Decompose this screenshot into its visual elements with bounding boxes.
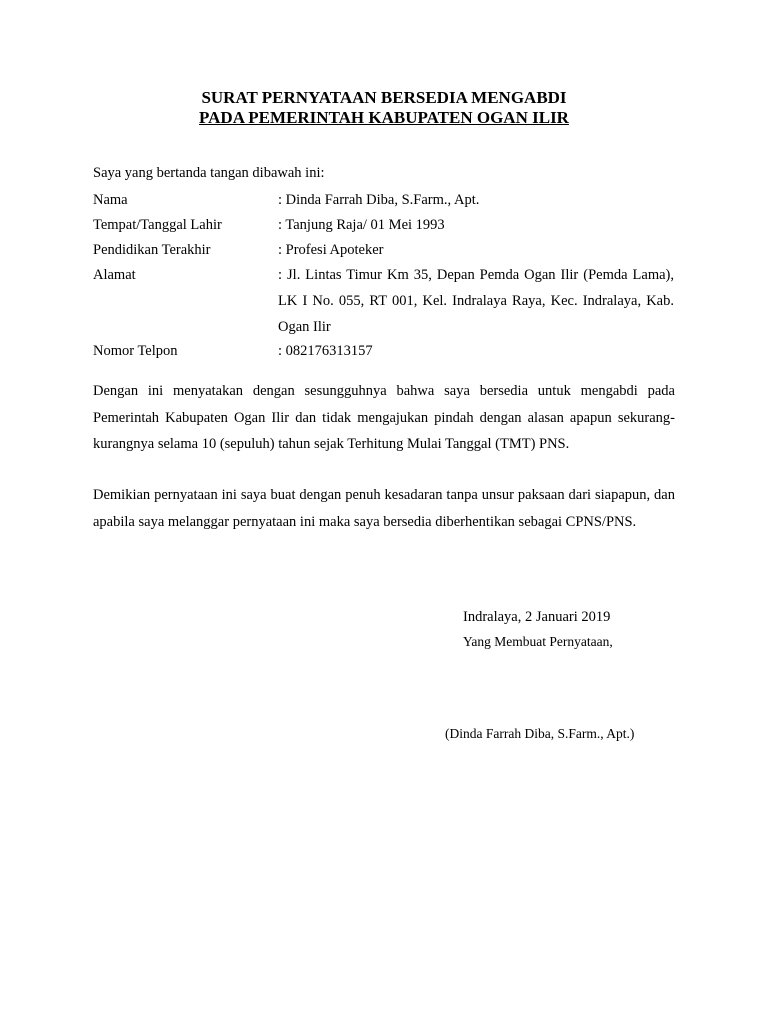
field-education-value: : Profesi Apoteker xyxy=(278,242,384,258)
place-date: Indralaya, 2 Januari 2019 xyxy=(463,609,611,625)
closing-paragraph: Demikian pernyataan ini saya buat dengan penuh kesadaran tanpa unsur paksaan dari siapapun, dan apabila saya melanggar pernyataan ini maka saya bersedia diberhentikan sebagai CPNS/PNS. xyxy=(93,487,675,530)
field-name-label: Nama xyxy=(93,192,128,208)
signer-name: (Dinda Farrah Diba, S.Farm., Apt.) xyxy=(445,726,635,741)
signer-role: Yang Membuat Pernyataan, xyxy=(463,634,613,649)
field-birth-value: : Tanjung Raja/ 01 Mei 1993 xyxy=(278,217,445,233)
field-birth-label: Tempat/Tanggal Lahir xyxy=(93,217,222,233)
field-name-value: : Dinda Farrah Diba, S.Farm., Apt. xyxy=(278,192,480,208)
field-phone-value: : 082176313157 xyxy=(278,343,373,359)
field-address-label: Alamat xyxy=(93,267,136,283)
title-line-1: SURAT PERNYATAAN BERSEDIA MENGABDI xyxy=(201,88,567,107)
field-phone-label: Nomor Telpon xyxy=(93,343,178,359)
field-education-label: Pendidikan Terakhir xyxy=(93,242,211,258)
statement-paragraph: Dengan ini menyatakan dengan sesungguhnya bahwa saya bersedia untuk mengabdi pada Pemerintah Kabupaten Ogan Ilir dan tidak mengajukan pindah dengan alasan apapun sekurang-kurangnya selama 10 (sepuluh) tahun sejak Terhitung Mulai Tanggal (TMT) PNS. xyxy=(93,383,675,452)
title-line-2: PADA PEMERINTAH KABUPATEN OGAN ILIR xyxy=(199,108,569,127)
field-address-value: : Jl. Lintas Timur Km 35, Depan Pemda Ogan Ilir (Pemda Lama), LK I No. 055, RT 001, Kel. Indralaya Raya, Kec. Indralaya, Kab. Ogan Ilir xyxy=(278,267,674,335)
intro-text: Saya yang bertanda tangan dibawah ini: xyxy=(93,165,325,181)
